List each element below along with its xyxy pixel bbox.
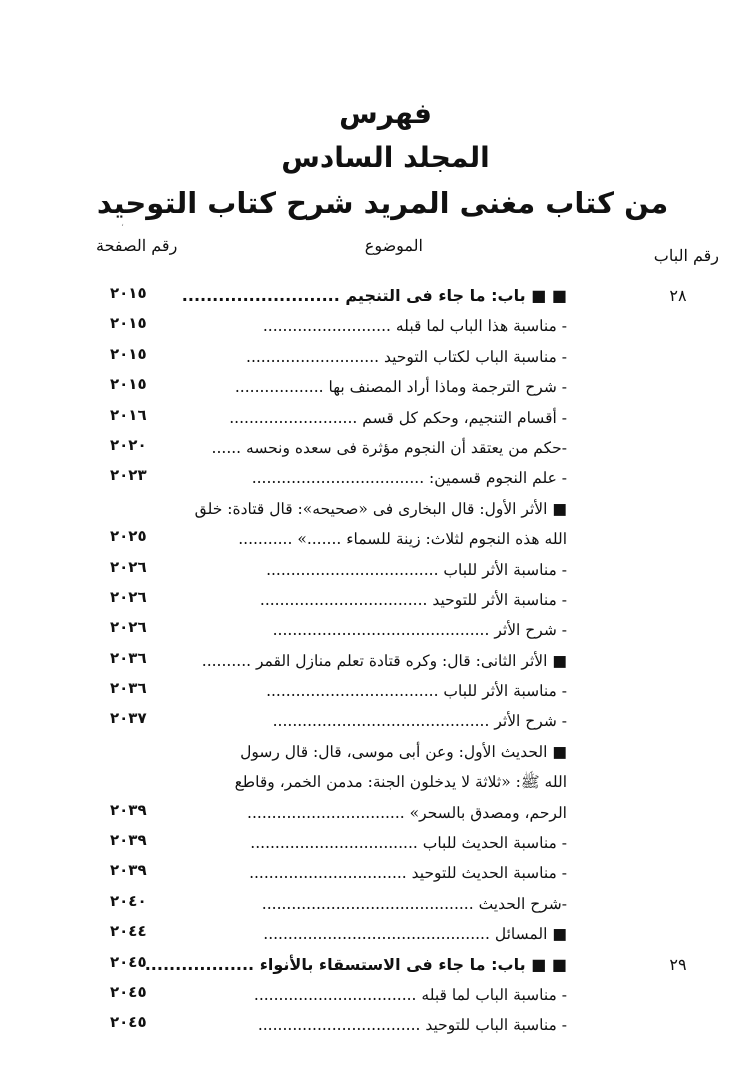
topic-text: -حكم من يعتقد أن النجوم مؤثرة فى سعده ونحسه ...... bbox=[211, 438, 567, 457]
book-title: من كتاب مغنى المريد شرح كتاب التوحيد bbox=[96, 186, 669, 220]
page-number: ٢٠٤٥ bbox=[110, 982, 147, 1001]
page-number: ٢٠٢٦ bbox=[110, 557, 147, 576]
page-number: ٢٠١٥ bbox=[110, 375, 147, 394]
topic-text: - مناسبة الأثر للتوحيد .................................. bbox=[259, 590, 567, 609]
topic-text: ■ المسائل .............................................. bbox=[263, 925, 567, 944]
index-row bbox=[0, 799, 753, 829]
page-number: ٢٠٢٥ bbox=[110, 527, 147, 546]
index-row bbox=[0, 768, 753, 798]
index-row bbox=[0, 920, 753, 950]
topic-text: - مناسبة الباب للتوحيد ................................. bbox=[257, 1016, 567, 1035]
topic-text: - مناسبة الأثر للباب ................................... bbox=[266, 560, 567, 579]
topic-text: - مناسبة الباب لكتاب التوحيد ........................... bbox=[246, 347, 567, 366]
topic-text: الله ﷺ: «ثلاثة لا يدخلون الجنة: مدمن الخمر، وقاطع bbox=[234, 773, 567, 792]
topic-text: -شرح الحديث ........................................... bbox=[261, 894, 567, 913]
topic-text: - مناسبة الأثر للباب ................................... bbox=[266, 682, 567, 701]
topic-text: الرحم، ومصدق بالسحر» ................................ bbox=[247, 803, 567, 822]
index-title: فهرس bbox=[339, 97, 432, 130]
topic-text: ■ ■ باب: ما جاء فى الاستسقاء بالأنواء .................. bbox=[144, 954, 567, 974]
chapter-number: ٢٨ bbox=[669, 286, 687, 305]
topic-text: ■ الأثر الثانى: قال: وكره قتادة تعلم منازل القمر .......... bbox=[201, 651, 567, 670]
index-row bbox=[0, 282, 753, 312]
topic-text: - شرح الأثر ............................................ bbox=[272, 621, 567, 640]
topic-text: ■ الأثر الأول: قال البخارى فى «صحيحه»: قال قتادة: خلق bbox=[194, 499, 567, 518]
page-number: ٢٠٣٩ bbox=[110, 831, 147, 850]
topic-text: - مناسبة الحديث للباب .................................. bbox=[250, 834, 567, 853]
title-block bbox=[0, 92, 753, 226]
index-row bbox=[0, 556, 753, 586]
topic-text: - مناسبة هذا الباب لما قبله .......................... bbox=[262, 317, 567, 336]
index-row bbox=[0, 525, 753, 555]
page-number: ٢٠٣٩ bbox=[110, 861, 147, 880]
topic-text: - شرح الترجمة وماذا أراد المصنف بها .................. bbox=[234, 378, 567, 397]
index-row bbox=[0, 707, 753, 737]
index-row bbox=[0, 495, 753, 525]
index-row bbox=[0, 677, 753, 707]
topic-text: - مناسبة الحديث للتوحيد ................................ bbox=[249, 864, 567, 883]
page-number: ٢٠٣٧ bbox=[110, 709, 147, 728]
index-row bbox=[0, 738, 753, 768]
topic-text: الله هذه النجوم لثلاث: زينة للسماء .......» ........... bbox=[238, 530, 567, 549]
index-list bbox=[0, 282, 753, 1042]
page-number: ٢٠٤٤ bbox=[110, 922, 147, 941]
topic-text: - مناسبة الباب لما قبله ................................. bbox=[253, 985, 567, 1004]
page-number: ٢٠١٥ bbox=[110, 314, 147, 333]
topic-text: - أقسام التنجيم، وحكم كل قسم .......................... bbox=[229, 408, 567, 427]
page-mark: ، bbox=[121, 219, 124, 229]
index-row bbox=[0, 404, 753, 434]
index-row bbox=[0, 616, 753, 646]
page-number: ٢٠١٥ bbox=[110, 284, 147, 302]
page-number: ٢٠٢٦ bbox=[110, 618, 147, 637]
page-number: ٢٠٣٦ bbox=[110, 679, 147, 698]
index-row bbox=[0, 586, 753, 616]
page-number: ٢٠٢٦ bbox=[110, 587, 147, 606]
column-headers bbox=[0, 236, 753, 268]
page-number: ٢٠٤٥ bbox=[110, 1013, 147, 1032]
index-row bbox=[0, 464, 753, 494]
chapter-number: ٢٩ bbox=[669, 954, 687, 974]
page-number: ٢٠٣٦ bbox=[110, 648, 147, 667]
topic-text: - علم النجوم قسمين: ................................... bbox=[251, 469, 567, 488]
index-row bbox=[0, 951, 753, 981]
page-number: ٢٠٤٠ bbox=[110, 891, 147, 910]
page-number: ٢٠١٥ bbox=[110, 344, 147, 363]
chapter-number-header: رقم الباب bbox=[653, 246, 719, 265]
index-row bbox=[0, 890, 753, 920]
index-row bbox=[0, 373, 753, 403]
index-row bbox=[0, 829, 753, 859]
volume-title: المجلد السادس bbox=[281, 141, 490, 174]
index-row bbox=[0, 647, 753, 677]
index-row bbox=[0, 981, 753, 1011]
index-row bbox=[0, 859, 753, 889]
page-number: ٢٠١٦ bbox=[110, 405, 147, 424]
page-number-header: رقم الصفحة bbox=[96, 236, 178, 255]
topic-header: الموضوع bbox=[364, 236, 423, 255]
page-number: ٢٠٣٩ bbox=[110, 800, 147, 819]
page-number: ٢٠٤٥ bbox=[110, 952, 147, 971]
topic-text: - شرح الأثر ............................................ bbox=[272, 712, 567, 731]
index-row bbox=[0, 434, 753, 464]
page-number: ٢٠٢٠ bbox=[110, 435, 147, 454]
topic-text: ■ ■ باب: ما جاء فى التنجيم .......................... bbox=[181, 286, 567, 305]
index-row bbox=[0, 312, 753, 342]
topic-text: ■ الحديث الأول: وعن أبى موسى، قال: قال رسول bbox=[240, 742, 567, 761]
index-row bbox=[0, 343, 753, 373]
index-row bbox=[0, 1011, 753, 1041]
page-number: ٢٠٢٣ bbox=[110, 466, 147, 485]
